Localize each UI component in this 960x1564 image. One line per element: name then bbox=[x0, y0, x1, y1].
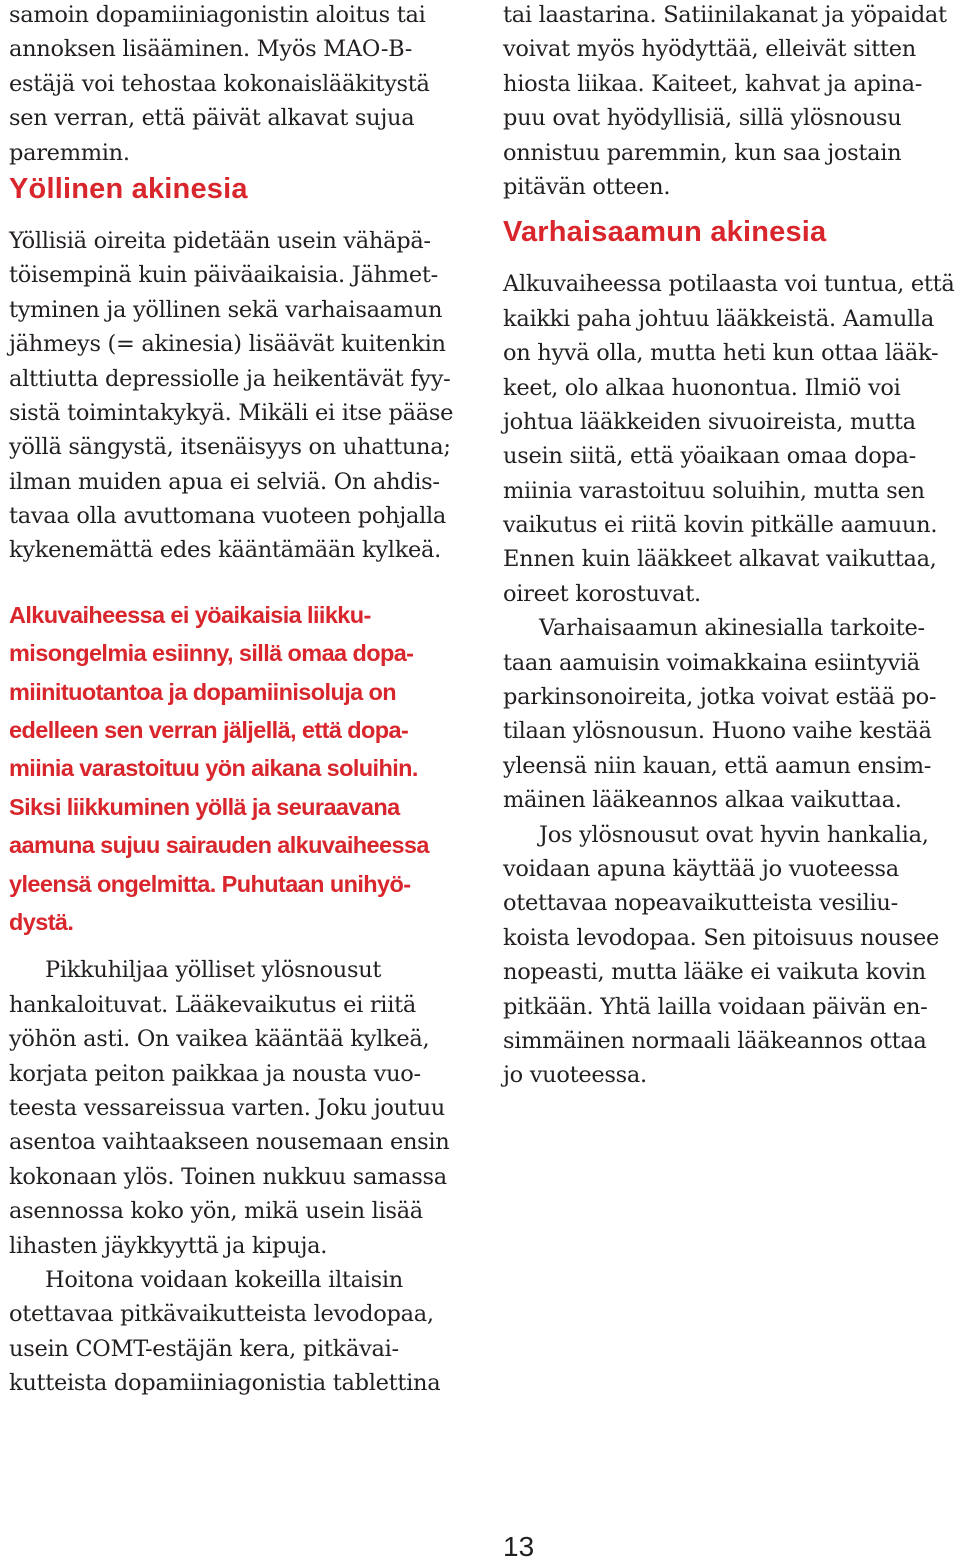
text-line: kokonaan ylös. Toinen nukkuu samassa bbox=[9, 1163, 447, 1190]
text-line: Alkuvaiheessa potilaasta voi tuntua, että bbox=[503, 271, 955, 298]
left-column bbox=[9, 0, 461, 1400]
text-line: lihasten jäykkyyttä ja kipuja. bbox=[9, 1232, 328, 1259]
text-line: otettavaa nopeavaikutteista vesiliu- bbox=[503, 890, 898, 917]
text-line: Yöllisiä oireita pidetään usein vähäpä- bbox=[9, 227, 431, 254]
text-line: kutteista dopamiiniagonistia tablettina bbox=[9, 1370, 441, 1397]
text-line: annoksen lisääminen. Myös MAO-B- bbox=[9, 36, 413, 63]
callout-line: miinituotantoa ja dopamiinisoluja on bbox=[9, 678, 397, 705]
text-line: Varhaisaamun akinesialla tarkoite- bbox=[539, 615, 925, 642]
text-line: yöhön asti. On vaikea kääntää kylkeä, bbox=[9, 1026, 430, 1053]
body-paragraph bbox=[503, 818, 955, 1093]
body-paragraph bbox=[9, 953, 461, 1263]
text-line: yleensä niin kauan, että aamun ensim- bbox=[503, 752, 932, 779]
text-line: miinia varastoituu soluihin, mutta sen bbox=[503, 477, 925, 504]
callout-line: dystä. bbox=[9, 908, 74, 935]
text-line: Jos ylösnousut ovat hyvin hankalia, bbox=[539, 821, 929, 848]
text-line: voivat myös hyödyttää, elleivät sitten bbox=[503, 36, 916, 63]
section-heading-early-morning-akinesia: Varhaisaamun akinesia bbox=[503, 216, 827, 249]
text-line: alttiutta depressiolle ja heikentävät fyy- bbox=[9, 365, 451, 392]
callout-line: yleensä ongelmitta. Puhutaan unihyö- bbox=[9, 870, 411, 897]
text-line: estäjä voi tehostaa kokonaislääkitystä bbox=[9, 70, 430, 97]
text-line: teesta vessareissua varten. Joku joutuu bbox=[9, 1094, 445, 1121]
text-line: keet, olo alkaa huonontua. Ilmiö voi bbox=[503, 374, 901, 401]
section-heading-nocturnal-akinesia: Yöllinen akinesia bbox=[9, 172, 248, 205]
text-line: tai laastarina. Satiinilakanat ja yöpaidat bbox=[503, 2, 947, 28]
text-line: usein COMT-estäjän kera, pitkävai- bbox=[9, 1335, 399, 1362]
body-paragraph bbox=[9, 224, 461, 568]
callout-line: Alkuvaiheessa ei yöaikaisia liikku- bbox=[9, 601, 371, 628]
text-line: parkinsonoireita, jotka voivat estää po- bbox=[503, 684, 937, 711]
body-paragraph bbox=[503, 267, 955, 611]
text-line: Ennen kuin lääkkeet alkavat vaikuttaa, bbox=[503, 546, 937, 573]
text-line: nopeasti, mutta lääke ei vaikuta kovin bbox=[503, 959, 926, 986]
text-line: korjata peiton paikkaa ja nousta vuo- bbox=[9, 1060, 421, 1087]
text-line: mäinen lääkeannos alkaa vaikuttaa. bbox=[503, 787, 902, 814]
text-line: tavaa olla avuttomana vuoteen pohjalla bbox=[9, 503, 447, 530]
text-line: paremmin. bbox=[9, 139, 130, 166]
text-line: jo vuoteessa. bbox=[503, 1062, 647, 1089]
text-line: simmäinen normaali lääkeannos ottaa bbox=[503, 1027, 927, 1054]
intro-paragraph bbox=[503, 0, 955, 204]
text-line: pitävän otteen. bbox=[503, 173, 671, 200]
highlight-callout bbox=[9, 596, 461, 942]
right-column bbox=[503, 0, 955, 1093]
text-line: kaikki paha johtuu lääkkeistä. Aamulla bbox=[503, 305, 934, 332]
callout-line: edelleen sen verran jäljellä, että dopa- bbox=[9, 717, 409, 744]
callout-line: miinia varastoituu yön aikana soluihin. bbox=[9, 755, 418, 782]
text-line: samoin dopamiiniagonistin aloitus tai bbox=[9, 2, 426, 28]
text-line: hiosta liikaa. Kaiteet, kahvat ja apina- bbox=[503, 70, 923, 97]
text-line: koista levodopaa. Sen pitoisuus nousee bbox=[503, 924, 940, 951]
text-line: tyminen ja yöllinen sekä varhaisaamun bbox=[9, 296, 443, 323]
text-line: yöllä sängystä, itsenäisyys on uhattuna; bbox=[9, 434, 451, 461]
text-line: jähmeys (= akinesia) lisäävät kuitenkin bbox=[9, 331, 446, 358]
text-line: johtua lääkkeiden sivuoireista, mutta bbox=[503, 408, 916, 435]
text-line: sen verran, että päivät alkavat sujua bbox=[9, 105, 415, 132]
text-line: onnistuu paremmin, kun saa jostain bbox=[503, 139, 902, 166]
text-line: Pikkuhiljaa yölliset ylösnousut bbox=[45, 957, 382, 984]
text-line: hankaloituvat. Lääkevaikutus ei riitä bbox=[9, 991, 416, 1018]
text-line: tilaan ylösnousun. Huono vaihe kestää bbox=[503, 718, 932, 745]
body-paragraph bbox=[9, 1263, 461, 1401]
text-line: pitkään. Yhtä lailla voidaan päivän en- bbox=[503, 993, 928, 1020]
text-line: otettavaa pitkävaikutteista levodopaa, bbox=[9, 1301, 434, 1328]
text-line: sistä toimintakykyä. Mikäli ei itse pääse bbox=[9, 399, 454, 426]
text-line: Hoitona voidaan kokeilla iltaisin bbox=[45, 1266, 403, 1293]
text-line: on hyvä olla, mutta heti kun ottaa lääk- bbox=[503, 340, 939, 367]
callout-line: misongelmia esiinny, sillä omaa dopa- bbox=[9, 640, 414, 667]
text-line: oireet korostuvat. bbox=[503, 580, 701, 607]
text-line: kykenemättä edes kääntämään kylkeä. bbox=[9, 537, 442, 564]
text-line: voidaan apuna käyttää jo vuoteessa bbox=[503, 855, 899, 882]
text-line: usein siitä, että yöaikaan omaa dopa- bbox=[503, 443, 916, 470]
body-paragraph bbox=[503, 611, 955, 817]
text-line: töisempinä kuin päiväaikaisia. Jähmet- bbox=[9, 262, 438, 289]
text-line: asennossa koko yön, mikä usein lisää bbox=[9, 1198, 423, 1225]
intro-paragraph bbox=[9, 0, 461, 170]
text-line: ilman muiden apua ei selviä. On ahdis- bbox=[9, 468, 440, 495]
text-line: taan aamuisin voimakkaina esiintyviä bbox=[503, 649, 920, 676]
text-line: vaikutus ei riitä kovin pitkälle aamuun. bbox=[503, 512, 938, 539]
page-number: 13 bbox=[503, 1531, 535, 1562]
text-line: puu ovat hyödyllisiä, sillä ylösnousu bbox=[503, 105, 902, 132]
text-line: asentoa vaihtaakseen nousemaan ensin bbox=[9, 1129, 450, 1156]
callout-line: aamuna sujuu sairauden alkuvaiheessa bbox=[9, 832, 429, 859]
callout-line: Siksi liikkuminen yöllä ja seuraavana bbox=[9, 793, 400, 820]
